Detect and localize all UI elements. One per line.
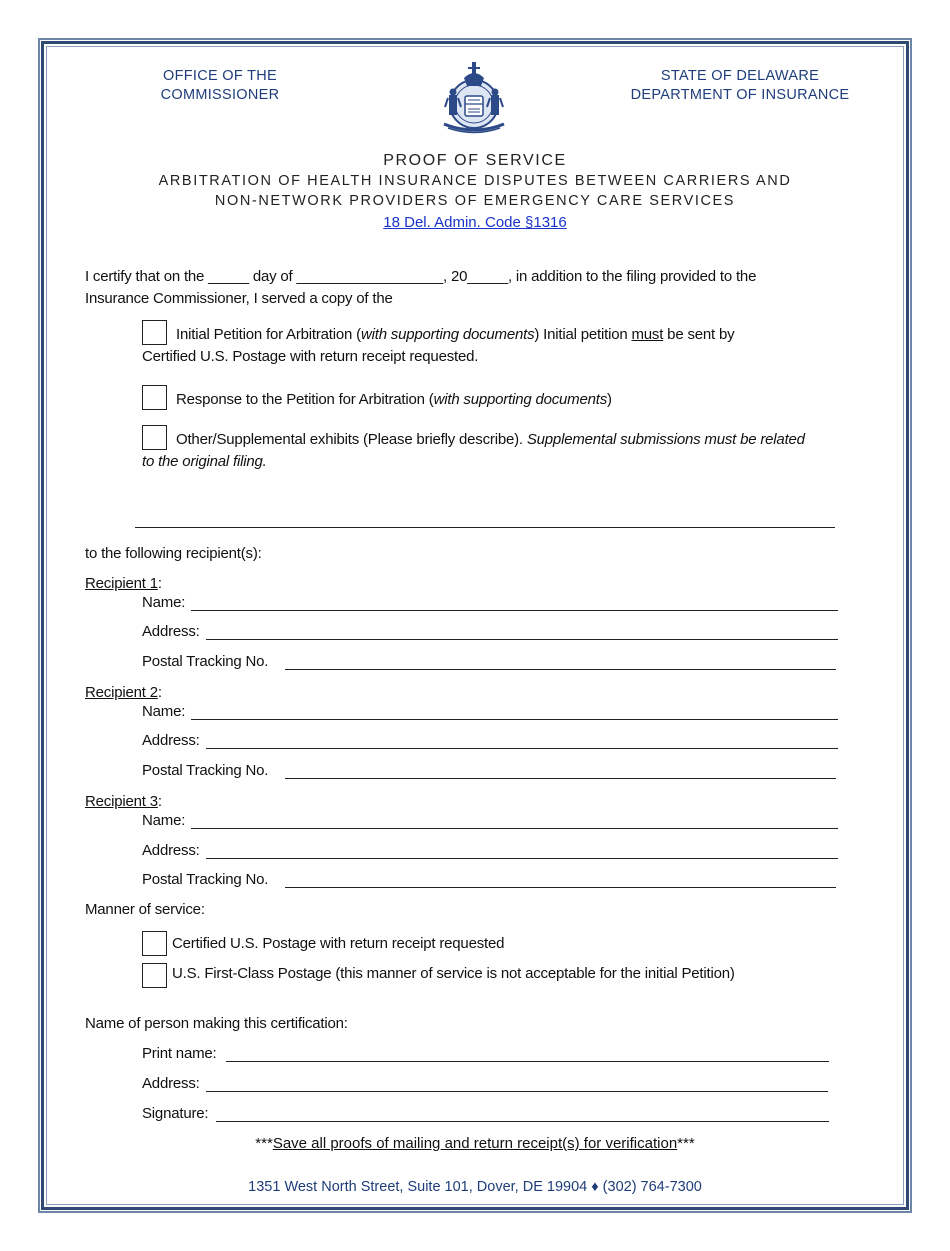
response-petition-checkbox[interactable] (142, 385, 167, 410)
print-name-field[interactable] (226, 1061, 829, 1062)
delaware-seal-icon (434, 58, 514, 138)
recipient-1-name-label: Name: (142, 594, 186, 611)
recipient-2-colon: : (157, 684, 162, 701)
other-supplemental-italic: Supplemental submissions must be related (526, 431, 805, 448)
initial-petition-tail: be sent by (663, 326, 735, 343)
recipient-1-tracking-field[interactable] (285, 669, 836, 670)
recipient-1-colon: : (157, 575, 162, 592)
recipients-intro: to the following recipient(s): (85, 545, 262, 562)
certifier-address-field[interactable] (206, 1091, 828, 1092)
initial-petition-label (176, 324, 734, 346)
certified-postage-label: Certified U.S. Postage with return receipt requested (172, 935, 505, 952)
code-citation-link[interactable]: 18 Del. Admin. Code §1316 (383, 214, 567, 231)
save-proofs-notice (0, 1135, 950, 1152)
other-supplemental-text: Other/Supplemental exhibits (Please briefly describe). (176, 431, 527, 448)
initial-petition-italic: with supporting documents (360, 326, 535, 343)
recipient-1-name-field[interactable] (191, 610, 838, 611)
recipient-1-address-field[interactable] (206, 639, 838, 640)
recipient-2-name-field[interactable] (191, 719, 838, 720)
certifier-address-label: Address: (142, 1075, 200, 1092)
response-petition-label (176, 389, 612, 411)
other-supplemental-label (176, 429, 805, 451)
print-name-label: Print name: (142, 1045, 217, 1062)
subtitle-line-2: NON-NETWORK PROVIDERS OF EMERGENCY CARE SERVICES (214, 193, 736, 209)
manner-heading: Manner of service: (85, 901, 205, 918)
recipient-1-tracking-label: Postal Tracking No. (142, 653, 269, 670)
certify-line-2: Insurance Commissioner, I served a copy of the (85, 290, 393, 307)
description-blank-line[interactable] (135, 527, 835, 528)
notice-stars-left: *** (255, 1135, 273, 1152)
office-line-1: OFFICE OF THE (163, 68, 277, 84)
response-petition-text: Response to the Petition for Arbitration ( (176, 391, 434, 408)
initial-petition-line-2: Certified U.S. Postage with return receipt requested. (142, 348, 479, 365)
recipient-1-heading-text: Recipient 1 (85, 575, 158, 592)
subtitle-line-1: ARBITRATION OF HEALTH INSURANCE DISPUTES BETWEEN CARRIERS AND (158, 173, 792, 189)
initial-petition-after: ) Initial petition (534, 326, 632, 343)
recipient-2-name-label: Name: (142, 703, 186, 720)
recipient-3-colon: : (157, 793, 162, 810)
recipient-3-tracking-field[interactable] (285, 887, 836, 888)
initial-petition-checkbox[interactable] (142, 320, 167, 345)
recipient-3-address-field[interactable] (206, 858, 838, 859)
recipient-3-heading (85, 793, 162, 810)
recipient-2-heading (85, 684, 162, 701)
recipient-3-name-field[interactable] (191, 828, 838, 829)
recipient-2-address-label: Address: (142, 732, 200, 749)
department-line: DEPARTMENT OF INSURANCE (630, 87, 850, 103)
recipient-3-name-label: Name: (142, 812, 186, 829)
first-class-postage-checkbox[interactable] (142, 963, 167, 988)
certifier-heading: Name of person making this certification: (85, 1015, 348, 1032)
recipient-2-heading-text: Recipient 2 (85, 684, 158, 701)
page-title: PROOF OF SERVICE (383, 152, 567, 169)
other-supplemental-line-2: to the original filing. (142, 453, 267, 470)
recipient-3-heading-text: Recipient 3 (85, 793, 158, 810)
response-petition-italic: with supporting documents (433, 391, 608, 408)
notice-text: Save all proofs of mailing and return receipt(s) for verification (272, 1135, 678, 1152)
office-heading (130, 67, 310, 105)
department-heading (600, 67, 880, 105)
recipient-2-address-field[interactable] (206, 748, 838, 749)
notice-stars-right: *** (677, 1135, 695, 1152)
recipient-2-tracking-label: Postal Tracking No. (142, 762, 269, 779)
state-line: STATE OF DELAWARE (660, 68, 820, 84)
signature-label: Signature: (142, 1105, 209, 1122)
initial-petition-text: Initial Petition for Arbitration ( (176, 326, 361, 343)
recipient-2-tracking-field[interactable] (285, 778, 836, 779)
footer-address: 1351 West North Street, Suite 101, Dover, DE 19904 ♦ (302) 764-7300 (248, 1179, 702, 1195)
initial-petition-must: must (631, 326, 664, 343)
recipient-3-address-label: Address: (142, 842, 200, 859)
response-petition-close: ) (607, 391, 612, 408)
certified-postage-checkbox[interactable] (142, 931, 167, 956)
first-class-postage-label: U.S. First-Class Postage (this manner of service is not acceptable for the initial Petition) (172, 965, 735, 982)
recipient-1-address-label: Address: (142, 623, 200, 640)
other-supplemental-checkbox[interactable] (142, 425, 167, 450)
signature-field[interactable] (216, 1121, 829, 1122)
recipient-1-heading (85, 575, 162, 592)
office-line-2: COMMISSIONER (160, 87, 280, 103)
recipient-3-tracking-label: Postal Tracking No. (142, 871, 269, 888)
certify-line-1: I certify that on the _____ day of __________________, 20_____, in addition to the filing provided to the (85, 268, 757, 285)
